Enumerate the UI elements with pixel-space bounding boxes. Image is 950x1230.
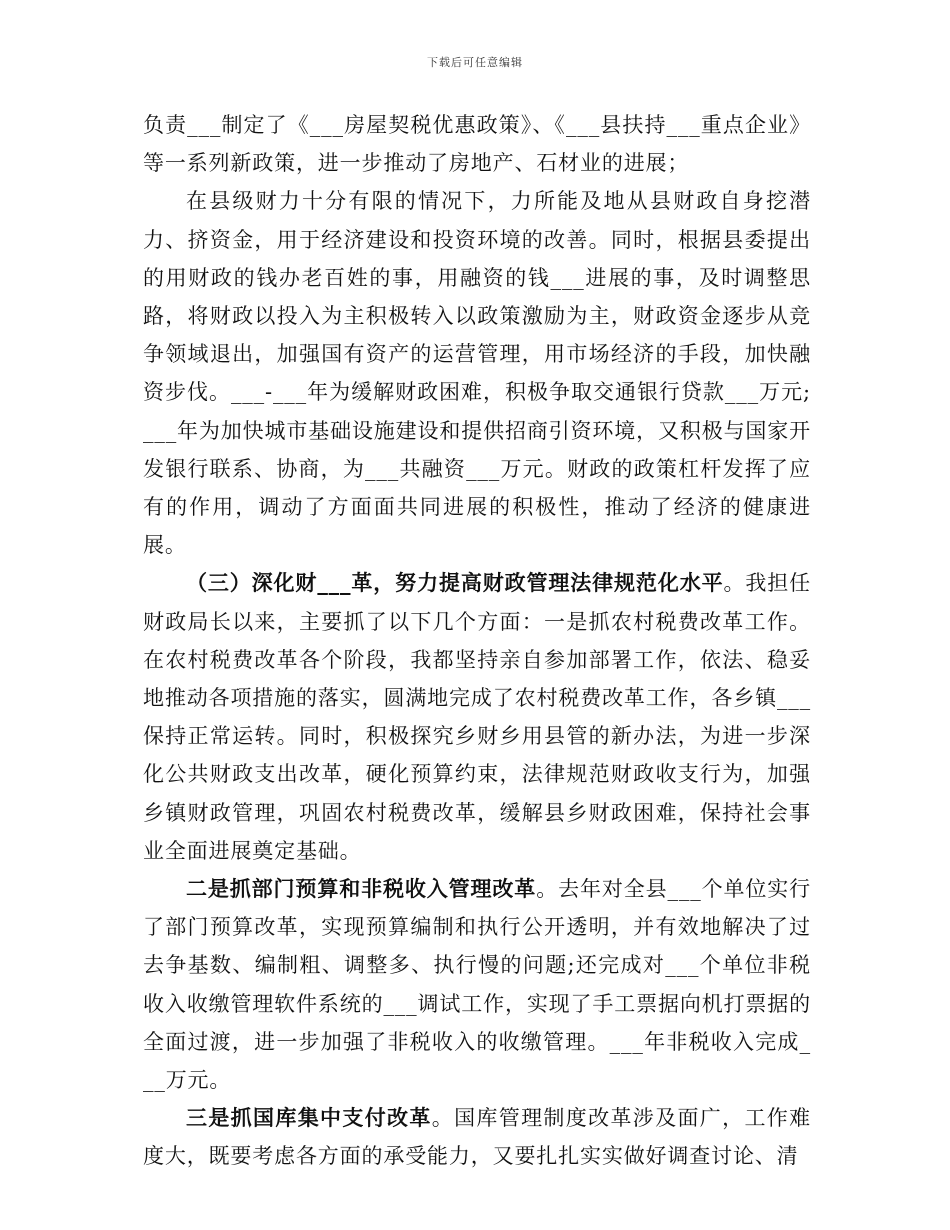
section-heading: 二是抓部门预算和非税收入管理改革 bbox=[186, 876, 537, 902]
paragraph-budget-reform bbox=[143, 870, 811, 1099]
section-heading: （三）深化财___革，努力提高财政管理法律规范化水平 bbox=[186, 570, 724, 596]
paragraph-text: 负责___制定了《___房屋契税优惠政策》、《___县扶持___重点企业》等一系列新政策，进一步推动了房地产、石材业的进展； bbox=[143, 113, 811, 176]
document-body bbox=[143, 106, 811, 1176]
paragraph-text: 。去年对全县___个单位实行了部门预算改革，实现预算编制和执行公开透明，并有效地解决了过去争基数、编制粗、调整多、执行慢的问题;还完成对___个单位非税收入收缴管理软件系统的___调试工作，实现了手工票据向机打票据的全面过渡，进一步加强了非税收入的收缴管理。___年非税收入完成___万元。 bbox=[143, 877, 811, 1093]
paragraph-policy-intro bbox=[143, 106, 811, 182]
paragraph-text: 。我担任财政局长以来，主要抓了以下几个方面：一是抓农村税费改革工作。在农村税费改革各个阶段，我都坚持亲自参加部署工作，依法、稳妥地推动各项措施的落实，圆满地完成了农村税费改革工作，各乡镇___保持正常运转。同时，积极探究乡财乡用县管的新办法，为进一步深化公共财政支出改革，硬化预算约束，法律规范财政收支行为，加强乡镇财政管理，巩固农村税费改革，缓解县乡财政困难，保持社会事业全面进展奠定基础。 bbox=[143, 571, 811, 863]
page-header-note: 下载后可任意编辑 bbox=[427, 56, 523, 69]
paragraph-treasury-reform bbox=[143, 1099, 811, 1175]
paragraph-financing bbox=[143, 182, 811, 564]
paragraph-text: 在县级财力十分有限的情况下，力所能及地从县财政自身挖潜力、挤资金，用于经济建设和投资环境的改善。同时，根据县委提出的用财政的钱办老百姓的事，用融资的钱___进展的事，及时调整思路，将财政以投入为主积极转入以政策激励为主，财政资金逐步从竞争领域退出，加强国有资产的运营管理，用市场经济的手段，加快融资步伐。___-___年为缓解财政困难，积极争取交通银行贷款___万元;___年为加快城市基础设施建设和提供招商引资环境，又积极与国家开发银行联系、协商，为___共融资___万元。财政的政策杠杆发挥了应有的作用，调动了方面面共同进展的积极性，推动了经济的健康进展。 bbox=[143, 189, 811, 558]
paragraph-text: 。国库管理制度改革涉及面广，工作难度大，既要考虑各方面的承受能力，又要扎扎实实做好调查讨论、清 bbox=[143, 1106, 811, 1169]
section-heading: 三是抓国库集中支付改革 bbox=[186, 1105, 432, 1131]
paragraph-reform-heading bbox=[143, 564, 811, 870]
